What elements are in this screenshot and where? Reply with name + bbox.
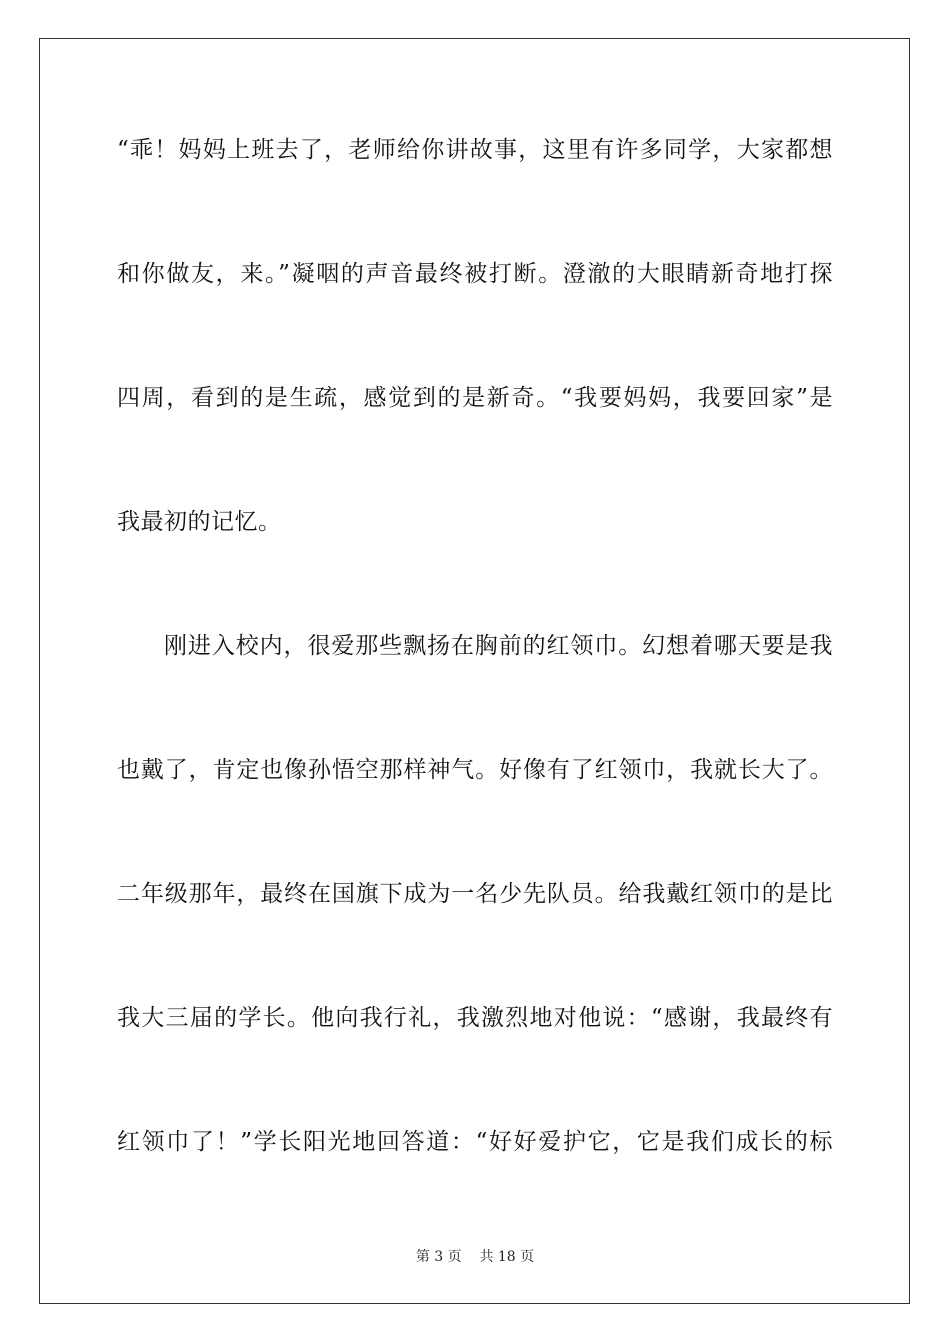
text-line: 红领巾了！”学长阳光地回答道：“好好爱护它，它是我们成长的标 [117,1129,833,1155]
page-border [39,38,910,1304]
text-line: 我最初的记忆。 [117,509,282,535]
page-footer [0,1247,950,1267]
text-line: 和你做友，来。”凝咽的声音最终被打断。澄澈的大眼睛新奇地打探 [117,261,833,287]
text-line: 也戴了，肯定也像孙悟空那样神气。好像有了红领巾，我就长大了。 [117,757,833,783]
text-line: “乖！妈妈上班去了，老师给你讲故事，这里有许多同学，大家都想 [117,137,833,163]
page-number: 第 3 页 [415,1249,462,1265]
paragraph-first-line: 刚进入校内，很爱那些飘扬在胸前的红领巾。幻想着哪天要是我 [164,633,833,659]
page-total: 共 18 页 [479,1249,535,1265]
text-line: 我大三届的学长。他向我行礼，我激烈地对他说：“感谢，我最终有 [117,1005,833,1031]
text-line: 四周，看到的是生疏，感觉到的是新奇。“我要妈妈，我要回家”是 [117,385,833,411]
text-line: 二年级那年，最终在国旗下成为一名少先队员。给我戴红领巾的是比 [117,881,833,907]
